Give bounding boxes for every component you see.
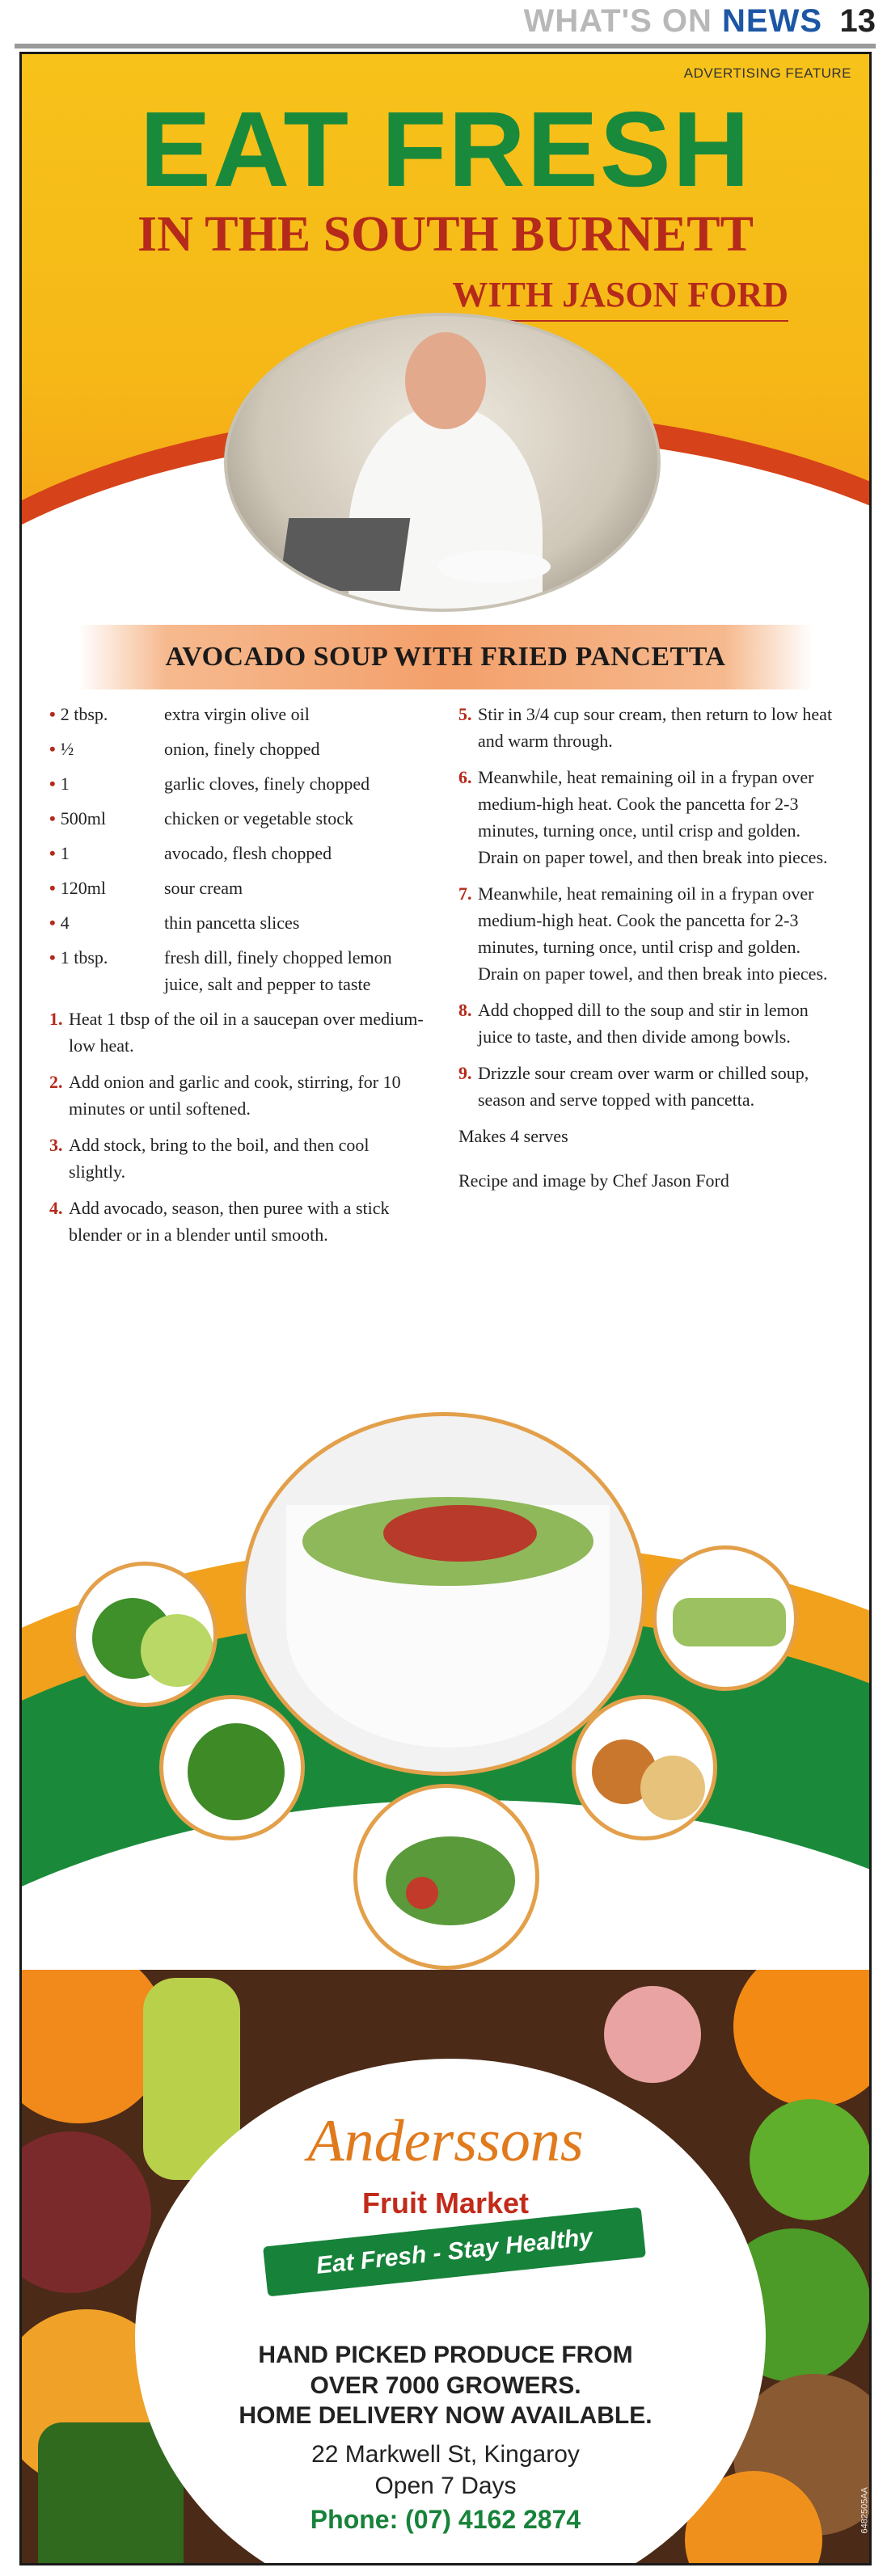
advert-line: OVER 7000 GROWERS. xyxy=(310,2372,581,2399)
ingredient-item xyxy=(49,736,429,762)
step-number: 7. xyxy=(458,883,472,904)
step-number: 8. xyxy=(458,1000,472,1020)
salad-photo xyxy=(353,1784,539,1970)
ingredient-amount: • 2 tbsp. xyxy=(49,701,164,727)
soup-bowl-photo xyxy=(242,1412,646,1776)
ingredient-description: fresh dill, finely chopped lemon juice, salt and pepper to taste xyxy=(164,947,392,994)
ingredient-amount: • 120ml xyxy=(49,875,164,901)
method-step xyxy=(458,1060,838,1113)
method-step xyxy=(49,1069,429,1122)
ingredient-amount: • 500ml xyxy=(49,805,164,832)
ingredient-amount: • ½ xyxy=(49,736,164,762)
headline-south-burnett: IN THE SOUTH BURNETT xyxy=(137,207,754,262)
ingredient-item xyxy=(49,875,429,901)
step-text: Heat 1 tbsp of the oil in a saucepan over medium-low heat. xyxy=(69,1009,424,1056)
onions-photo xyxy=(572,1695,717,1840)
recipe-right-column xyxy=(458,701,838,1212)
recipe-title: AVOCADO SOUP WITH FRIED PANCETTA xyxy=(165,642,726,672)
ingredient-amount: • 4 xyxy=(49,909,164,936)
step-number: 9. xyxy=(458,1063,472,1083)
method-step xyxy=(458,701,838,754)
method-step xyxy=(49,1006,429,1059)
phone-number: Phone: (07) 4162 2874 xyxy=(310,2505,581,2534)
plate-image xyxy=(437,550,551,583)
ingredient-item xyxy=(49,701,429,727)
page-number: 13 xyxy=(839,3,876,39)
store-address xyxy=(22,2439,869,2502)
ingredient-item xyxy=(49,770,429,797)
headline-with-jason-ford: WITH JASON FORD xyxy=(452,274,788,322)
onion-half-shape xyxy=(640,1756,705,1820)
step-text: Meanwhile, heat remaining oil in a frypan over medium-high heat. Cook the pancetta for 2-3 minutes, turning once, until crisp and golden. Drain on paper towel, and then break into pieces. xyxy=(478,767,828,867)
laptop-image xyxy=(279,518,411,591)
header-rule xyxy=(15,44,876,48)
ingredient-description: chicken or vegetable stock xyxy=(164,808,353,828)
ingredient-item xyxy=(49,805,429,832)
method-step xyxy=(458,997,838,1050)
advertising-feature-label: ADVERTISING FEATURE xyxy=(683,65,851,81)
step-text: Add onion and garlic and cook, stirring, for 10 minutes or until softened. xyxy=(69,1072,401,1119)
lemongrass-shape xyxy=(673,1598,786,1646)
advertising-feature-frame xyxy=(19,52,872,2565)
step-text: Meanwhile, heat remaining oil in a frypan over medium-high heat. Cook the pancetta for 2-3 minutes, turning once, until crisp and golden. Drain on paper towel, and then break into pieces. xyxy=(478,883,828,984)
ad-reference-code: 6482505AA xyxy=(860,2487,869,2534)
section-label-news: NEWS xyxy=(722,3,822,39)
step-number: 3. xyxy=(49,1135,63,1155)
step-text: Add avocado, season, then puree with a stick blender or in a blender until smooth. xyxy=(69,1198,390,1245)
method-step xyxy=(49,1195,429,1248)
ingredient-description: onion, finely chopped xyxy=(164,739,320,759)
step-number: 1. xyxy=(49,1009,63,1029)
section-label xyxy=(524,3,822,40)
ingredient-description: sour cream xyxy=(164,878,243,898)
lychee-fruit xyxy=(604,1986,701,2083)
chef-photo xyxy=(224,313,661,612)
recipe-credit: Recipe and image by Chef Jason Ford xyxy=(458,1170,729,1191)
step-number: 4. xyxy=(49,1198,63,1218)
lime-slice-shape xyxy=(141,1614,213,1687)
title-banner xyxy=(22,54,869,636)
ingredient-item xyxy=(49,944,429,997)
brand-logo: Anderssons xyxy=(307,2108,584,2174)
parsley-photo xyxy=(159,1695,305,1840)
advert-line: HOME DELIVERY NOW AVAILABLE. xyxy=(239,2402,653,2429)
lemongrass-photo xyxy=(653,1545,798,1691)
recipe-title-bar xyxy=(78,625,813,689)
method-step xyxy=(458,764,838,871)
step-text: Stir in 3/4 cup sour cream, then return to low heat and warm through. xyxy=(478,704,833,751)
recipe-left-column xyxy=(49,701,429,1258)
step-number: 5. xyxy=(458,704,472,724)
opening-hours: Open 7 Days xyxy=(374,2473,517,2499)
advert-line: HAND PICKED PRODUCE FROM xyxy=(258,2342,633,2368)
ingredient-item xyxy=(49,840,429,866)
tagline: Eat Fresh - Stay Healthy xyxy=(315,2224,594,2279)
masthead xyxy=(0,0,887,40)
step-number: 6. xyxy=(458,767,472,787)
brand-subtitle: Fruit Market xyxy=(361,2186,530,2220)
ingredient-description: thin pancetta slices xyxy=(164,913,300,933)
ingredient-description: avocado, flesh chopped xyxy=(164,843,332,863)
ingredient-item xyxy=(49,909,429,936)
step-text: Drizzle sour cream over warm or chilled soup, season and serve topped with pancetta. xyxy=(478,1063,809,1110)
method-step xyxy=(49,1132,429,1185)
serves-note: Makes 4 serves xyxy=(458,1126,568,1146)
orange-fruit xyxy=(733,1970,869,2107)
section-label-gray: WHAT'S ON xyxy=(523,3,712,39)
ingredient-amount: • 1 tbsp. xyxy=(49,944,164,997)
ingredient-amount: • 1 xyxy=(49,770,164,797)
ingredient-description: garlic cloves, finely chopped xyxy=(164,774,370,794)
fruit-market-advert xyxy=(22,1970,869,2565)
street-address: 22 Markwell St, Kingaroy xyxy=(311,2441,580,2468)
step-text: Add chopped dill to the soup and stir in lemon juice to taste, and then divide among bowls. xyxy=(478,1000,809,1047)
parsley-shape xyxy=(188,1723,285,1820)
tomato-shape xyxy=(406,1877,438,1909)
advert-headline xyxy=(22,2340,869,2431)
headline-eat-fresh: EAT FRESH xyxy=(139,90,752,209)
chef-head xyxy=(405,332,486,429)
ingredient-amount: • 1 xyxy=(49,840,164,866)
salad-shape xyxy=(386,1836,515,1925)
step-number: 2. xyxy=(49,1072,63,1092)
method-step xyxy=(458,880,838,987)
pancetta-shape xyxy=(383,1505,537,1562)
limes-photo xyxy=(72,1562,218,1707)
ingredient-photo-section xyxy=(22,1364,869,1994)
ingredient-description: extra virgin olive oil xyxy=(164,704,310,724)
step-text: Add stock, bring to the boil, and then cool slightly. xyxy=(69,1135,370,1182)
